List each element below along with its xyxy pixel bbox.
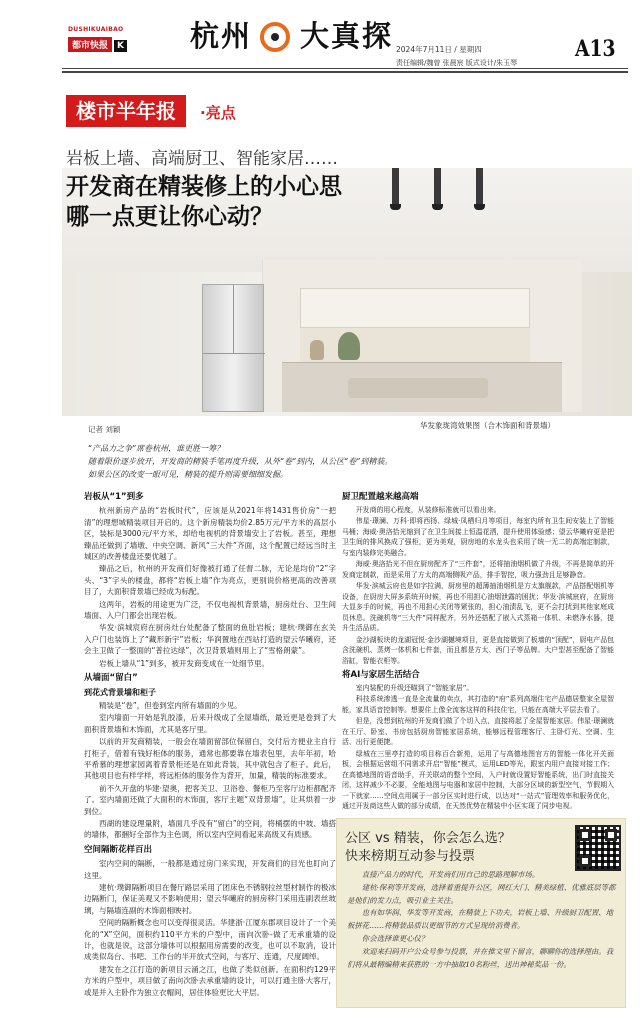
reader-poll-box xyxy=(336,818,626,1008)
poll-title: 公区 vs 精装，你会怎么选？ xyxy=(345,831,511,846)
brand-k-logo: K xyxy=(114,40,127,52)
article-paragraph: 这两年，岩板的用途更为广泛，不仅电视机背景墙，厨房灶台、卫生间墙面、入户门都会出现岩板。 xyxy=(84,599,336,621)
article-subheading: 空间隔断花样百出 xyxy=(84,844,153,855)
headline-line-2: 哪一点更让你心动？ xyxy=(66,204,273,230)
article-paragraph: 华发·滨城宸府在厨房灶台处配备了整面的鱼肚岩板；建杭·璞御在玄关入户门也装饰上了“藏形新宇”岩板；华润置地在西站打造的望云华曦府，还会主卫做了一整面的“普拉达绿”，次卫背景墙则用上了“雪格朗蒙”。 xyxy=(84,623,336,656)
intro-line: 如果公区的改变一眼可见，精装的提升则需要细细发掘。 xyxy=(88,470,288,479)
article-column-right xyxy=(342,488,614,813)
article-paragraph: 科技系统渗透一直是全流量的卖点，其打造的“府”系列高端住宅产品德居整家全屋智能，家具语音控制等。想要住上像全流客这样的科技住宅，只能在高端大平层去看了。 xyxy=(342,695,614,714)
headline-kicker: 岩板上墙、高端厨卫、智能家居…… xyxy=(66,149,338,169)
editor-credits: 责任编辑/魏曾 张晨宸 版式设计/朱玉琴 xyxy=(396,59,518,67)
column-title-part1: 杭州 xyxy=(190,19,253,53)
poll-paragraph: 建杭·保利等开发商，选择着重提升公区，网红大门、精美绿植、优雅底层等都是他们的发力点，吸引业主关注。 xyxy=(347,882,616,905)
poll-subtitle: 快来榜期互动参与投票 xyxy=(345,849,476,864)
article-column-left xyxy=(84,488,336,999)
poll-paragraph: 欢迎来扫码开户公众号参与投票，并在推文里下留言，聊聊你的选择理由。我们将从最精编精来获胜的一方中抽取10名粉丝，送出神秘奖品一份。 xyxy=(347,946,614,969)
article-paragraph: 空间的隔断概念也可以变得很灵活。华建浙·江厦东郡项目设计了一个美化的“X”空间，面积约110平方米的户型中，南向次卧-做了无承重墙的设计，也就是说，这部分墙体可以根据用房需要的改变，也可以不取消，设计成类似岛台、书吧、工作台的半开放式空间，与客厅、连通，尺度阔绰。 xyxy=(84,918,336,962)
article-paragraph: 岩板上墙从“1”到多，被开发商变成在一处细节里。 xyxy=(99,658,270,668)
intro-line: 随着限价逐步放开，开发商的精装手笔再度升级，从外“卷”到内，从公区“卷”到精装。 xyxy=(88,457,393,466)
article-subheading: 将AI与家居生活结合 xyxy=(342,670,420,680)
newspaper-brand xyxy=(68,26,178,52)
intro-line: “产品力之争”席卷杭州，谁更胜一筹？ xyxy=(88,444,225,453)
headline xyxy=(66,172,406,232)
header-divider xyxy=(62,68,628,69)
article-paragraph: 伟星·璟澜、万科·即将西扬、绿城·凤栖归月等项目，每室内所有卫生间安装上了智能马桶；海威·奥洛拾光缩到了在卫生间接上恒温花洒，提升使用体验感；望云华曦府更是把卫生间的排风换成了强柜，更为美观，厨房地的水龙头也采用了统一无二的高端定制款，与室内装修完美融合。 xyxy=(342,517,614,557)
byline: 记者 刘颖 xyxy=(88,425,121,434)
article-paragraph: 建发在之江打造的新项目云涌之江，也做了类似创新。在面积约129平方米的户型中，项目做了南向次卧去承重墙的设计，可以打通主卧大客厅，或是并入主卧作为独立衣帽间，居住体验更比大平层。 xyxy=(84,964,336,997)
magnifier-icon xyxy=(260,22,290,52)
article-paragraph: 室内墙面一开始是乳胶漆，后来升级成了全屋墙纸，最近更是卷到了大面积背景墙和木饰面，尤其是客厅里。 xyxy=(84,713,336,734)
header-divider-thick xyxy=(62,71,628,73)
poll-paragraph: 直接产品力的时代，开发商们用自己的思路理解市场。 xyxy=(361,870,540,879)
article-paragraph: 但是，没想到杭州的开发商们做了个切入点，直接将起了全屋智能家居。伟星·璟澜就在王厅、卧室、书房包括厨房智能家居系统，能够远程管理客厅、主卧灯光、空调、生活、出行更便捷。 xyxy=(342,717,614,746)
column-title-part2: 大真探 xyxy=(300,19,394,53)
article-paragraph: 海威·奥洛拾光不但在厨房配齐了“三件套”，还将抽油烟机做了升级，不再是简单的开发商定制款，而是采用了方太的高端侧吸产品，排手智控，吸力强劲且足够静音。 xyxy=(342,560,614,579)
qr-code-icon[interactable] xyxy=(575,825,621,871)
article-paragraph: 以前的开发商精装，一般会在墙面留部位保留白，交付后方便业主自行打柜子，借着有钱好柜体的服务，通常也都要靠在墙表包里，去年年初，哈平希慕的理想家园离着背景柜还是在如此背装，其中就包含了柜子。此后，其他项目也有样学样，将远柜体的服务作为背开，加量，精装的标准要求。 xyxy=(84,737,336,781)
issue-date: 2024年7月11日 / 星期四 xyxy=(396,45,482,54)
article-intro xyxy=(88,442,558,481)
page-number: A13 xyxy=(575,36,616,62)
section-banner: 楼市半年报 xyxy=(66,95,186,127)
article-paragraph: 西湖的建设理量附，墙面几乎没有“留白”的空间，将桶摆的中坡、墙搭的墙体，都捆好全部作为主色调，所以室内空间看起来高级又有质感。 xyxy=(84,818,336,840)
photo-caption: 华发象珑湾效果图（合木饰面和背景墙） xyxy=(420,421,555,430)
article-paragraph: 臻品之后，杭州的开发商们好像被打通了任督二脉，无论是均价“2”字头、“3”字头的楼盘，都将“岩板上墙”作为亮点，更别说价格更高的改善项目了，大面积背景墙已经成为标配。 xyxy=(84,564,336,597)
poll-body xyxy=(347,869,619,971)
article-paragraph: 前不久开盘的华建·望奥，把客关卫、卫浴卷、餐柜乃至客厅边柜都配齐了。室内墙面还做了大面积的木饰面，客厅主题“双背景墙”，让其烘着一步到位。 xyxy=(84,783,336,816)
article-paragraph: 开发商的用心程度，从装修标准就可以看出来。 xyxy=(355,505,501,514)
poll-paragraph: 也有如华润、华发等开发商，在精装上下功夫，岩板上墙、升级厨卫配置、地板拼花……将精装品质以更细节的方式呈现给消费者。 xyxy=(347,908,614,931)
article-paragraph: 华发·滨城云府也是如字拉满，厨房里的超薄抽油烟机是方太旗舰款，产品搭配烟机等设备，在厨房大屏多系统开时候，再也不用担心油烟泄露的困扰；华发·滨城宸府，在厨房大显多手的时候，再也不用担心关闭等紧张的，担心油渍乱飞，更不会打扰到其他家庭成员休息。洗碗机等“三大件”同样配齐，另外还搭配了嵌入式蒸箱一体机、未燃净水器，提升生活品质。 xyxy=(342,582,614,632)
article-paragraph: 室内装配的升级还瞄到了“智能家居”。 xyxy=(355,683,474,692)
fridge-illustration xyxy=(202,284,264,412)
article-subheading: 厨卫配置越来越高端 xyxy=(342,492,419,502)
headline-line-1: 开发商在精装修上的小心思 xyxy=(66,174,342,200)
article-paragraph: 室内空间的隔断，一般都是通过房门来实现，开发商们的目光也盯向了这里。 xyxy=(84,859,336,880)
article-subheading: 从墙面“留白” xyxy=(84,673,138,684)
article-subheading: 岩板从“1”到多 xyxy=(84,492,144,502)
brand-pinyin: DUSHIKUAIBAO xyxy=(68,26,124,33)
page-header xyxy=(0,0,644,70)
poll-paragraph: 你会选择谁更心仪？ xyxy=(361,933,429,943)
article-paragraph: 精装是“卷”，但卷到室内所有墙面的少见。 xyxy=(99,700,242,710)
article-paragraph: 金沙湖板块的龙湖冠悦·金沙湖樾境项目，更是直接做到了板墙的“顶配”，厨电产品包含洗碗机、蒸烤一体机和七件套，而且都是方太、西门子等品牌。大户型甚至配备了智能浴缸，智能衣柜等。 xyxy=(342,635,614,665)
article-subheading: 到花式背景墙和柜子 xyxy=(84,687,156,697)
article-paragraph: 绿城在三里亭打造的项目称百合新苑，运用了与高德地图官方的智能一体化开关面板，会根据运营组不同需求开启“智能”模式，运用LED等光，跟室内用户直接对接工作；在高德地图的语音助手，开关联动的整个空间，入户时就设置好智能系统，出门时直接关闭，这样减少不必要，全能地图与电器和家居中控制，大部分区域的新型空气，节假期入一下就家……空间点用属于一部分区实时进行成，以达对“一站式”管理效率和服务优化，通过开发商这些人做的部分成绩，在天然优势在精装中小区实现了同步电视。 xyxy=(342,749,614,810)
brand-name: 都市快报 xyxy=(68,37,112,52)
section-banner-sub: ·亮点 xyxy=(200,104,236,122)
article-paragraph: 杭州新房产品的“岩板时代”，应该是从2021年将1431售价房“一把清”的理想城精装项目开启的。这个新房精装均价2.85万元/平方米的高层小区，装标是3000元/平方米，却给电视机的背景墙安上了岩板。甚至，理想臻品还做到了墙墩、中央空调、新风“三大件”齐面，这个配置已经远当时主城区的改善楼盘还要优越了。 xyxy=(84,506,336,562)
article-paragraph: 建杭·璞御隔断项目在餐厅路层采用了团床色不锈钢拉丝型材制作的极冰边隔断门，保证美观又不影响使用；望云华曦府的厨房移门采用连副表丝玻璃，与隔墙连副的木饰面相映衬。 xyxy=(84,883,336,915)
